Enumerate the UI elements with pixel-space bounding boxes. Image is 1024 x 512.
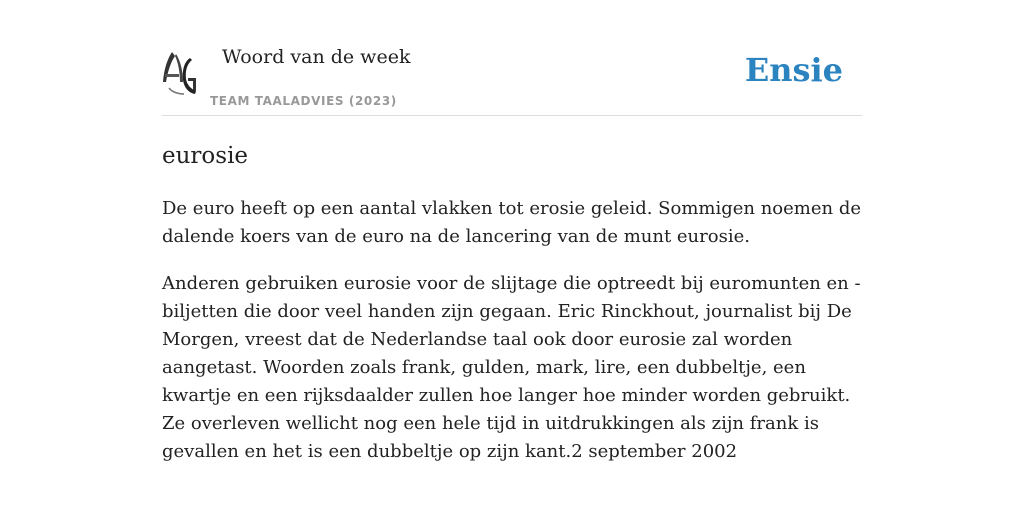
author-byline: TEAM TAALADVIES (2023)	[210, 94, 397, 108]
article-card	[162, 44, 862, 466]
article-header	[162, 44, 862, 116]
section-kicker[interactable]: Woord van de week	[222, 46, 411, 68]
taalunie-logo-icon	[162, 48, 198, 96]
paragraph: Anderen gebruiken eurosie voor de slijtage die optreedt bij euromunten en -biljetten die door veel handen zijn gegaan. Eric Rinckhout, journalist bij De Morgen, vreest dat de Nederlandse taal ook door eurosie zal worden aangetast. Woorden zoals frank, gulden, mark, lire, een dubbeltje, een kwartje en een rijksdaalder zullen hoe langer hoe minder worden gebruikt. Ze overleven wellicht nog een hele tijd in uitdrukkingen als zijn frank is gevallen en het is een dubbeltje op zijn kant.2 september 2002	[162, 273, 861, 462]
paragraph: De euro heeft op een aantal vlakken tot erosie geleid. Sommigen noemen de dalende koers van de euro na de lancering van de munt eurosie.	[162, 198, 862, 247]
article-body	[162, 195, 862, 466]
article-title: eurosie	[162, 143, 249, 169]
brand-logo[interactable]: Ensie	[744, 51, 843, 89]
